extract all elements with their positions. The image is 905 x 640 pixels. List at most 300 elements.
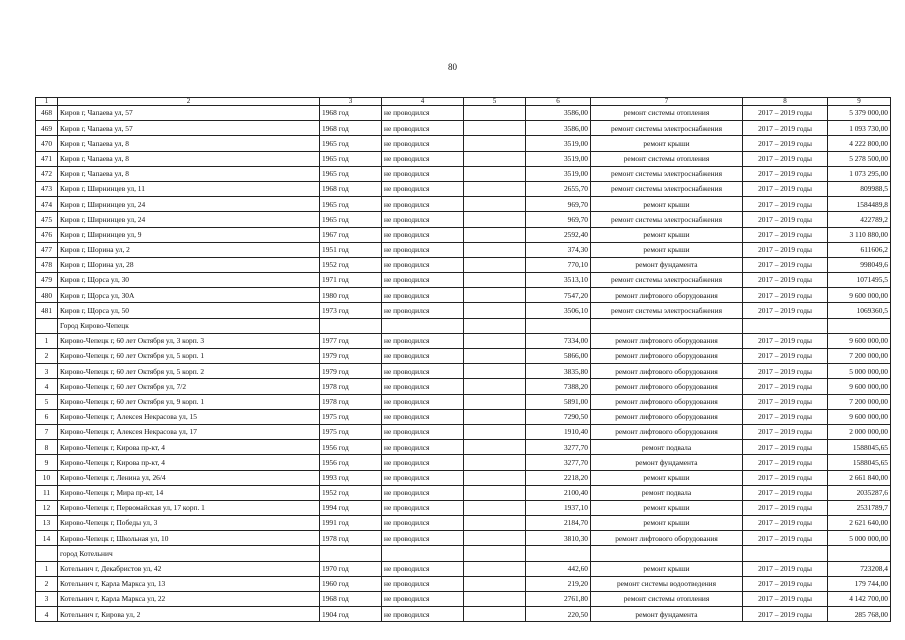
empty-cell: [464, 227, 526, 242]
empty-cell: [464, 394, 526, 409]
work-type-cell: ремонт системы электроснабжения: [591, 303, 743, 318]
empty-cell: [464, 440, 526, 455]
row-number-cell: 11: [36, 485, 58, 500]
empty-cell: [464, 531, 526, 546]
area-cell: 3277,70: [526, 455, 591, 470]
empty-cell: [828, 318, 891, 333]
area-cell: 219,20: [526, 576, 591, 591]
row-number-cell: 10: [36, 470, 58, 485]
period-cell: 2017 – 2019 годы: [743, 181, 828, 196]
build-year-cell: 1904 год: [320, 607, 382, 622]
build-year-cell: 1956 год: [320, 455, 382, 470]
empty-cell: [828, 546, 891, 561]
table-row: [36, 607, 891, 622]
address-cell: Кирово-Чепецк г, Кирова пр-кт, 4: [58, 440, 320, 455]
empty-cell: [464, 106, 526, 121]
area-cell: 374,30: [526, 242, 591, 257]
address-cell: Кирово-Чепецк г, Школьная ул, 10: [58, 531, 320, 546]
table-row: [36, 121, 891, 136]
area-cell: 3519,00: [526, 166, 591, 181]
address-cell: Киров г, Ширнинцев ул, 9: [58, 227, 320, 242]
row-number-cell: 1: [36, 333, 58, 348]
period-cell: 2017 – 2019 годы: [743, 242, 828, 257]
last-repair-cell: не проводился: [382, 242, 464, 257]
address-cell: Котельнич г, Декабристов ул, 42: [58, 561, 320, 576]
empty-cell: [464, 121, 526, 136]
cost-cell: 1 073 295,00: [828, 166, 891, 181]
build-year-cell: 1994 год: [320, 500, 382, 515]
period-cell: 2017 – 2019 годы: [743, 607, 828, 622]
last-repair-cell: не проводился: [382, 394, 464, 409]
area-cell: 3810,30: [526, 531, 591, 546]
row-number-cell: 3: [36, 364, 58, 379]
period-cell: 2017 – 2019 годы: [743, 197, 828, 212]
header-cell: 3: [320, 98, 382, 106]
address-cell: Киров г, Ширнинцев ул, 24: [58, 197, 320, 212]
address-cell: Киров г, Шорина ул, 2: [58, 242, 320, 257]
build-year-cell: 1978 год: [320, 531, 382, 546]
work-type-cell: ремонт лифтового оборудования: [591, 424, 743, 439]
last-repair-cell: не проводился: [382, 485, 464, 500]
table-row: [36, 288, 891, 303]
work-type-cell: ремонт системы отопления: [591, 151, 743, 166]
build-year-cell: 1979 год: [320, 349, 382, 364]
row-number-cell: 477: [36, 242, 58, 257]
work-type-cell: ремонт системы электроснабжения: [591, 181, 743, 196]
last-repair-cell: не проводился: [382, 212, 464, 227]
empty-cell: [464, 592, 526, 607]
cost-cell: 3 110 880,00: [828, 227, 891, 242]
area-cell: 3277,70: [526, 440, 591, 455]
empty-cell: [464, 424, 526, 439]
work-type-cell: ремонт крыши: [591, 136, 743, 151]
work-type-cell: ремонт системы электроснабжения: [591, 212, 743, 227]
build-year-cell: 1967 год: [320, 227, 382, 242]
city-section-title: Город Кирово-Чепецк: [58, 318, 320, 333]
table-row: [36, 212, 891, 227]
work-type-cell: ремонт лифтового оборудования: [591, 394, 743, 409]
table-row: [36, 303, 891, 318]
row-number-cell: 481: [36, 303, 58, 318]
empty-cell: [743, 318, 828, 333]
work-type-cell: ремонт системы водоотведения: [591, 576, 743, 591]
row-number-cell: 4: [36, 607, 58, 622]
empty-cell: [464, 349, 526, 364]
row-number-cell: 8: [36, 440, 58, 455]
empty-cell: [464, 318, 526, 333]
table-row: [36, 349, 891, 364]
cost-cell: 5 379 000,00: [828, 106, 891, 121]
work-type-cell: ремонт лифтового оборудования: [591, 531, 743, 546]
address-cell: Киров г, Ширнинцев ул, 24: [58, 212, 320, 227]
address-cell: Кирово-Чепецк г, Алексея Некрасова ул, 17: [58, 424, 320, 439]
cost-cell: 723208,4: [828, 561, 891, 576]
row-number-cell: 6: [36, 409, 58, 424]
cost-cell: 179 744,00: [828, 576, 891, 591]
build-year-cell: 1965 год: [320, 151, 382, 166]
last-repair-cell: не проводился: [382, 288, 464, 303]
table-row: [36, 151, 891, 166]
cost-cell: 611606,2: [828, 242, 891, 257]
work-type-cell: ремонт лифтового оборудования: [591, 409, 743, 424]
period-cell: 2017 – 2019 годы: [743, 273, 828, 288]
table-row: [36, 333, 891, 348]
empty-cell: [464, 485, 526, 500]
table-row: [36, 485, 891, 500]
empty-cell: [36, 318, 58, 333]
build-year-cell: 1965 год: [320, 166, 382, 181]
last-repair-cell: не проводился: [382, 409, 464, 424]
empty-cell: [320, 546, 382, 561]
period-cell: 2017 – 2019 годы: [743, 303, 828, 318]
build-year-cell: 1993 год: [320, 470, 382, 485]
table-row: [36, 166, 891, 181]
cost-cell: 809988,5: [828, 181, 891, 196]
last-repair-cell: не проводился: [382, 516, 464, 531]
build-year-cell: 1975 год: [320, 424, 382, 439]
area-cell: 2592,40: [526, 227, 591, 242]
period-cell: 2017 – 2019 годы: [743, 106, 828, 121]
last-repair-cell: не проводился: [382, 333, 464, 348]
table-row: [36, 409, 891, 424]
work-type-cell: ремонт системы электроснабжения: [591, 166, 743, 181]
cost-cell: 1069360,5: [828, 303, 891, 318]
work-type-cell: ремонт системы отопления: [591, 592, 743, 607]
address-cell: Кирово-Чепецк г, 60 лет Октября ул, 3 корп. 3: [58, 333, 320, 348]
period-cell: 2017 – 2019 годы: [743, 136, 828, 151]
address-cell: Кирово-Чепецк г, Победы ул, 3: [58, 516, 320, 531]
empty-cell: [526, 546, 591, 561]
build-year-cell: 1965 год: [320, 136, 382, 151]
address-cell: Киров г, Щорса ул, 50: [58, 303, 320, 318]
work-type-cell: ремонт системы электроснабжения: [591, 273, 743, 288]
area-cell: 2100,40: [526, 485, 591, 500]
empty-cell: [591, 318, 743, 333]
build-year-cell: 1952 год: [320, 485, 382, 500]
table-row: [36, 257, 891, 272]
work-type-cell: ремонт системы отопления: [591, 106, 743, 121]
build-year-cell: 1973 год: [320, 303, 382, 318]
last-repair-cell: не проводился: [382, 273, 464, 288]
table-row: [36, 273, 891, 288]
header-cell: 1: [36, 98, 58, 106]
address-cell: Кирово-Чепецк г, 60 лет Октября ул, 7/2: [58, 379, 320, 394]
last-repair-cell: не проводился: [382, 592, 464, 607]
area-cell: 220,50: [526, 607, 591, 622]
work-type-cell: ремонт лифтового оборудования: [591, 288, 743, 303]
row-number-cell: 473: [36, 181, 58, 196]
cost-cell: 7 200 000,00: [828, 394, 891, 409]
address-cell: Кирово-Чепецк г, 60 лет Октября ул, 5 корп. 2: [58, 364, 320, 379]
last-repair-cell: не проводился: [382, 106, 464, 121]
cost-cell: 1584489,8: [828, 197, 891, 212]
table-row: [36, 516, 891, 531]
area-cell: 442,60: [526, 561, 591, 576]
period-cell: 2017 – 2019 годы: [743, 288, 828, 303]
work-type-cell: ремонт подвала: [591, 485, 743, 500]
period-cell: 2017 – 2019 годы: [743, 455, 828, 470]
cost-cell: 2 000 000,00: [828, 424, 891, 439]
cost-cell: 1588045,65: [828, 455, 891, 470]
cost-cell: 2 661 840,00: [828, 470, 891, 485]
empty-cell: [464, 136, 526, 151]
header-cell: 7: [591, 98, 743, 106]
build-year-cell: 1968 год: [320, 106, 382, 121]
build-year-cell: 1968 год: [320, 121, 382, 136]
table-row: [36, 379, 891, 394]
last-repair-cell: не проводился: [382, 136, 464, 151]
table-row: [36, 424, 891, 439]
last-repair-cell: не проводился: [382, 257, 464, 272]
area-cell: 3513,10: [526, 273, 591, 288]
area-cell: 3586,00: [526, 121, 591, 136]
empty-cell: [464, 561, 526, 576]
header-cell: 8: [743, 98, 828, 106]
period-cell: 2017 – 2019 годы: [743, 349, 828, 364]
build-year-cell: 1965 год: [320, 212, 382, 227]
row-number-cell: 468: [36, 106, 58, 121]
period-cell: 2017 – 2019 годы: [743, 516, 828, 531]
empty-cell: [464, 151, 526, 166]
last-repair-cell: не проводился: [382, 227, 464, 242]
cost-cell: 4 222 800,00: [828, 136, 891, 151]
address-cell: Кирово-Чепецк г, 60 лет Октября ул, 5 корп. 1: [58, 349, 320, 364]
area-cell: 3586,00: [526, 106, 591, 121]
work-type-cell: ремонт крыши: [591, 561, 743, 576]
address-cell: Киров г, Чапаева ул, 8: [58, 151, 320, 166]
empty-cell: [526, 318, 591, 333]
empty-cell: [382, 318, 464, 333]
cost-cell: 1 093 730,00: [828, 121, 891, 136]
area-cell: 5891,00: [526, 394, 591, 409]
cost-cell: 5 000 000,00: [828, 531, 891, 546]
row-number-cell: 470: [36, 136, 58, 151]
area-cell: 3506,10: [526, 303, 591, 318]
address-cell: Кирово-Чепецк г, Ленина ул, 26/4: [58, 470, 320, 485]
period-cell: 2017 – 2019 годы: [743, 424, 828, 439]
row-number-cell: 9: [36, 455, 58, 470]
table-row: [36, 197, 891, 212]
cost-cell: 998049,6: [828, 257, 891, 272]
address-cell: Киров г, Чапаева ул, 8: [58, 166, 320, 181]
header-cell: 2: [58, 98, 320, 106]
area-cell: 7334,00: [526, 333, 591, 348]
empty-cell: [36, 546, 58, 561]
address-cell: Киров г, Чапаева ул, 57: [58, 106, 320, 121]
row-number-cell: 2: [36, 576, 58, 591]
last-repair-cell: не проводился: [382, 607, 464, 622]
work-type-cell: ремонт крыши: [591, 242, 743, 257]
table-row: [36, 592, 891, 607]
area-cell: 3519,00: [526, 151, 591, 166]
empty-cell: [464, 455, 526, 470]
header-cell: 9: [828, 98, 891, 106]
build-year-cell: 1979 год: [320, 364, 382, 379]
work-type-cell: ремонт лифтового оборудования: [591, 349, 743, 364]
header-cell: 4: [382, 98, 464, 106]
table-row: [36, 470, 891, 485]
table-row: [36, 576, 891, 591]
last-repair-cell: не проводился: [382, 166, 464, 181]
work-type-cell: ремонт лифтового оборудования: [591, 379, 743, 394]
empty-cell: [464, 409, 526, 424]
build-year-cell: 1951 год: [320, 242, 382, 257]
work-type-cell: ремонт крыши: [591, 227, 743, 242]
address-cell: Кирово-Чепецк г, Алексея Некрасова ул, 15: [58, 409, 320, 424]
row-number-cell: 479: [36, 273, 58, 288]
address-cell: Киров г, Чапаева ул, 57: [58, 121, 320, 136]
address-cell: Котельнич г, Карла Маркса ул, 13: [58, 576, 320, 591]
empty-cell: [743, 546, 828, 561]
period-cell: 2017 – 2019 годы: [743, 561, 828, 576]
empty-cell: [464, 303, 526, 318]
empty-cell: [464, 546, 526, 561]
empty-cell: [464, 181, 526, 196]
period-cell: 2017 – 2019 годы: [743, 440, 828, 455]
table-row: [36, 455, 891, 470]
area-cell: 7547,20: [526, 288, 591, 303]
empty-cell: [464, 273, 526, 288]
build-year-cell: 1971 год: [320, 273, 382, 288]
address-cell: Киров г, Чапаева ул, 8: [58, 136, 320, 151]
area-cell: 3835,80: [526, 364, 591, 379]
empty-cell: [591, 546, 743, 561]
period-cell: 2017 – 2019 годы: [743, 364, 828, 379]
build-year-cell: 1978 год: [320, 394, 382, 409]
empty-cell: [464, 257, 526, 272]
empty-cell: [464, 576, 526, 591]
build-year-cell: 1977 год: [320, 333, 382, 348]
empty-cell: [464, 166, 526, 181]
header-cell: 6: [526, 98, 591, 106]
build-year-cell: 1956 год: [320, 440, 382, 455]
work-type-cell: ремонт лифтового оборудования: [591, 333, 743, 348]
work-type-cell: ремонт крыши: [591, 516, 743, 531]
period-cell: 2017 – 2019 годы: [743, 379, 828, 394]
city-section-row: [36, 318, 891, 333]
address-cell: Киров г, Шорина ул, 28: [58, 257, 320, 272]
last-repair-cell: не проводился: [382, 561, 464, 576]
cost-cell: 2 621 640,00: [828, 516, 891, 531]
empty-cell: [464, 212, 526, 227]
row-number-cell: 2: [36, 349, 58, 364]
last-repair-cell: не проводился: [382, 576, 464, 591]
last-repair-cell: не проводился: [382, 349, 464, 364]
table-row: [36, 364, 891, 379]
cost-cell: 9 600 000,00: [828, 333, 891, 348]
work-type-cell: ремонт фундамента: [591, 607, 743, 622]
cost-cell: 9 600 000,00: [828, 409, 891, 424]
work-type-cell: ремонт крыши: [591, 197, 743, 212]
cost-cell: 7 200 000,00: [828, 349, 891, 364]
row-number-cell: 4: [36, 379, 58, 394]
row-number-cell: 13: [36, 516, 58, 531]
cost-cell: 1071495,5: [828, 273, 891, 288]
empty-cell: [464, 607, 526, 622]
cost-cell: 4 142 700,00: [828, 592, 891, 607]
area-cell: 5866,00: [526, 349, 591, 364]
table-row: [36, 561, 891, 576]
table-row: [36, 106, 891, 121]
work-type-cell: ремонт лифтового оборудования: [591, 364, 743, 379]
cost-cell: 2531789,7: [828, 500, 891, 515]
table-row: [36, 531, 891, 546]
last-repair-cell: не проводился: [382, 440, 464, 455]
table-row: [36, 440, 891, 455]
area-cell: 1910,40: [526, 424, 591, 439]
empty-cell: [464, 379, 526, 394]
table-row: [36, 242, 891, 257]
work-type-cell: ремонт крыши: [591, 470, 743, 485]
row-number-cell: 469: [36, 121, 58, 136]
last-repair-cell: не проводился: [382, 455, 464, 470]
build-year-cell: 1965 год: [320, 197, 382, 212]
area-cell: 969,70: [526, 212, 591, 227]
period-cell: 2017 – 2019 годы: [743, 409, 828, 424]
area-cell: 3519,00: [526, 136, 591, 151]
area-cell: 969,70: [526, 197, 591, 212]
work-type-cell: ремонт фундамента: [591, 455, 743, 470]
last-repair-cell: не проводился: [382, 424, 464, 439]
city-section-title: город Котельнич: [58, 546, 320, 561]
empty-cell: [464, 500, 526, 515]
row-number-cell: 474: [36, 197, 58, 212]
row-number-cell: 480: [36, 288, 58, 303]
area-cell: 2655,70: [526, 181, 591, 196]
table-row: [36, 136, 891, 151]
build-year-cell: 1968 год: [320, 592, 382, 607]
empty-cell: [464, 242, 526, 257]
area-cell: 7290,50: [526, 409, 591, 424]
period-cell: 2017 – 2019 годы: [743, 470, 828, 485]
address-cell: Киров г, Щорса ул, 30А: [58, 288, 320, 303]
cost-cell: 1588045,65: [828, 440, 891, 455]
period-cell: 2017 – 2019 годы: [743, 576, 828, 591]
last-repair-cell: не проводился: [382, 364, 464, 379]
period-cell: 2017 – 2019 годы: [743, 592, 828, 607]
table-row: [36, 500, 891, 515]
area-cell: 1937,10: [526, 500, 591, 515]
cost-cell: 9 600 000,00: [828, 288, 891, 303]
build-year-cell: 1968 год: [320, 181, 382, 196]
period-cell: 2017 – 2019 годы: [743, 257, 828, 272]
row-number-cell: 7: [36, 424, 58, 439]
city-section-row: [36, 546, 891, 561]
period-cell: 2017 – 2019 годы: [743, 212, 828, 227]
build-year-cell: 1960 год: [320, 576, 382, 591]
header-cell: 5: [464, 98, 526, 106]
last-repair-cell: не проводился: [382, 197, 464, 212]
row-number-cell: 3: [36, 592, 58, 607]
row-number-cell: 14: [36, 531, 58, 546]
cost-cell: 5 278 500,00: [828, 151, 891, 166]
period-cell: 2017 – 2019 годы: [743, 166, 828, 181]
empty-cell: [320, 318, 382, 333]
last-repair-cell: не проводился: [382, 303, 464, 318]
cost-cell: 9 600 000,00: [828, 379, 891, 394]
row-number-cell: 476: [36, 227, 58, 242]
row-number-cell: 5: [36, 394, 58, 409]
page-number: 80: [448, 62, 457, 72]
table-row: [36, 181, 891, 196]
repair-registry-table: [35, 97, 891, 622]
row-number-cell: 471: [36, 151, 58, 166]
work-type-cell: ремонт фундамента: [591, 257, 743, 272]
area-cell: 2184,70: [526, 516, 591, 531]
address-cell: Киров г, Ширнинцев ул, 11: [58, 181, 320, 196]
area-cell: 2761,80: [526, 592, 591, 607]
address-cell: Кирово-Чепецк г, 60 лет Октября ул, 9 корп. 1: [58, 394, 320, 409]
